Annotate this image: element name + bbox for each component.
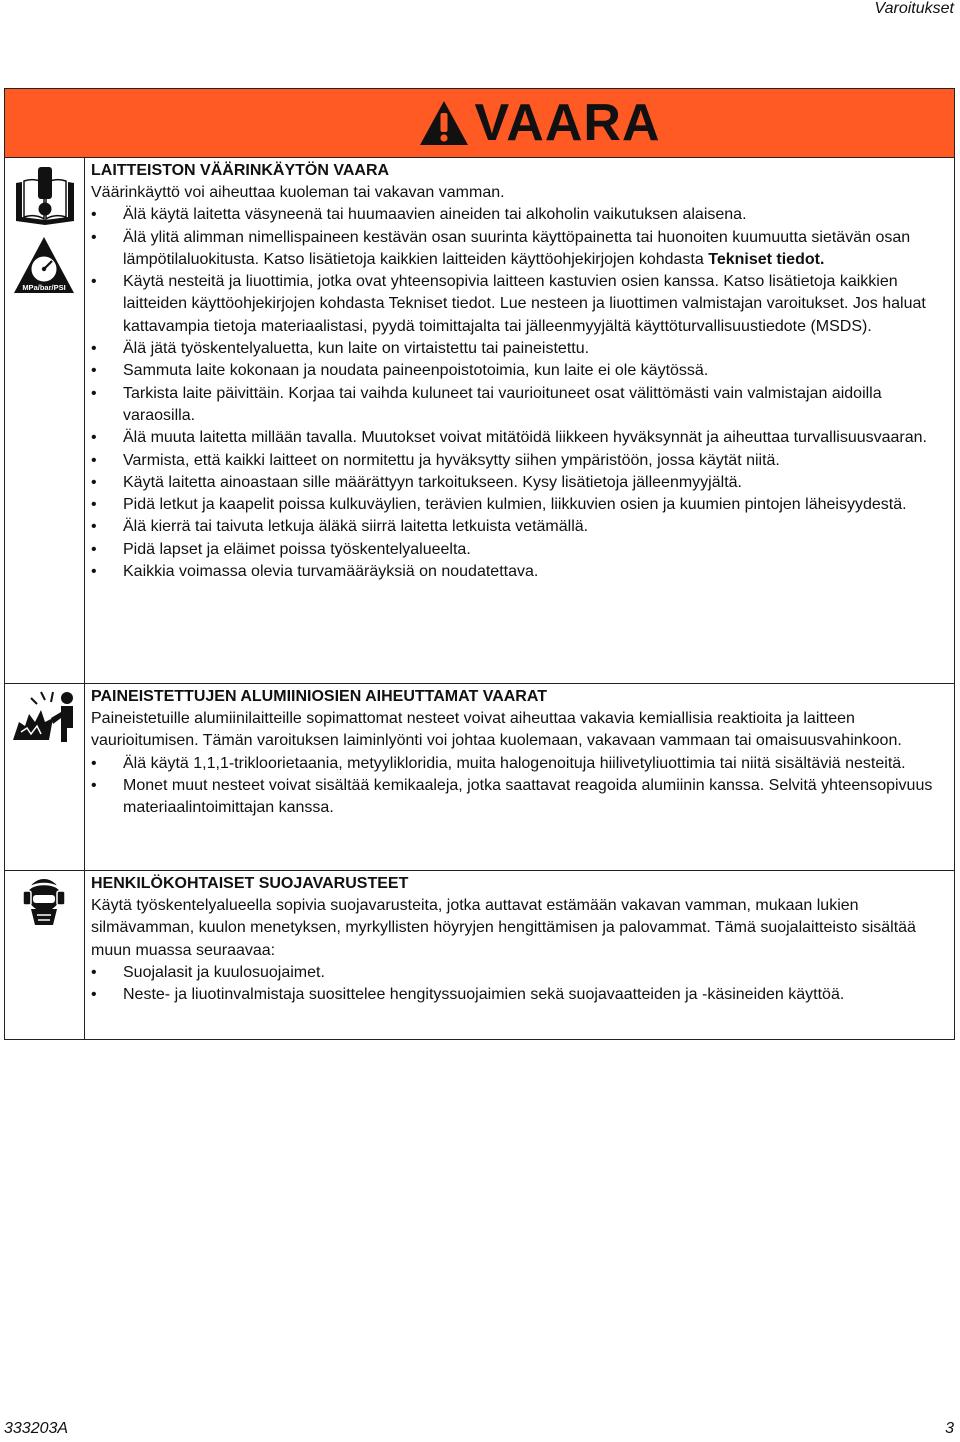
list-item: • Käytä nesteitä ja liuottimia, jotka ovat yhteensopivia laitteen kastuvien osien kanssa. Katso lisätietoja kaikkien laitteiden käyttöohjekirjojen kohdasta Tekniset tiedot. Lue nesteen ja liuottimen valmistajan varoitukset. Jos haluat kattavampia tietoja materiaalistasi, pyydä toimittajalta tai jälleenmyyjältä käyttöturvallisuustiedote (MSDS). xyxy=(91,271,946,338)
list-item: • Varmista, että kaikki laitteet on normitettu ja hyväksytty siihen ympäristöön, jossa käytät niitä. xyxy=(91,450,946,472)
page-number: 3 xyxy=(945,1420,954,1437)
list-item: • Neste- ja liuotinvalmistaja suosittelee hengityssuojaimien sekä suojavaatteiden ja -käsineiden käyttöä. xyxy=(91,984,946,1006)
icon-cell-misuse xyxy=(5,157,84,684)
list-item: • Suojalasit ja kuulosuojaimet. xyxy=(91,962,946,984)
section-title: PAINEISTETTUJEN ALUMIINIOSIEN AIHEUTTAMAT VAARAT xyxy=(91,688,547,705)
list-item-bold-tail: Tekniset tiedot. xyxy=(708,250,825,268)
bullet-list xyxy=(91,753,946,820)
warning-table xyxy=(4,88,955,1040)
icon-cell-aluminum xyxy=(5,684,84,871)
chemical-reaction-icon xyxy=(11,688,79,744)
list-item: • Älä käytä laitetta väsyneenä tai huumaavien aineiden tai alkoholin vaikutuksen alaisena. xyxy=(91,204,946,226)
banner-word: VAARA xyxy=(474,94,661,152)
section-title: LAITTEISTON VÄÄRINKÄYTÖN VAARA xyxy=(91,162,390,179)
bullet-list xyxy=(91,962,946,1007)
list-item: • Älä muuta laitetta millään tavalla. Muutokset voivat mitätöidä liikkeen hyväksynnät ja aiheuttaa turvallisuusvaaran. xyxy=(91,427,946,449)
list-item: • Älä käytä 1,1,1-trikloorietaania, metyylikloridia, muita halogenoituja hiilivetyliuottimia tai niitä sisältäviä nesteitä. xyxy=(91,753,946,775)
icon-column xyxy=(5,157,85,1039)
list-item: • Kaikkia voimassa olevia turvamääräyksiä on noudatettava. xyxy=(91,561,946,583)
list-item-text: Älä ylitä alimman nimellispaineen kestävän osan suurinta käyttöpainetta tai huonoiten kuumuutta sietävän osan lämpötilaluokitusta. Katso lisätietoja kaikkien laitteiden käyttöohjekirjojen kohdasta xyxy=(123,228,911,268)
section-protective-equipment xyxy=(85,871,954,1039)
warning-triangle-icon xyxy=(418,99,470,147)
list-item: • Älä kierrä tai taivuta letkuja äläkä siirrä laitetta letkuista vetämällä. xyxy=(91,516,946,538)
section-title: HENKILÖKOHTAISET SUOJAVARUSTEET xyxy=(91,875,409,892)
section-aluminum-parts xyxy=(85,684,954,871)
section-intro: Paineistetuille alumiinilaitteille sopimattomat nesteet voivat aiheuttaa vakavia kemiallisia reaktioita ja laitteen vaurioitumisen. Tämän varoituksen laiminlyönti voi johtaa kuolemaan, vakavaan vammaan tai omaisuusvahinkoon. xyxy=(91,710,902,750)
bullet-list xyxy=(91,204,946,583)
icon-cell-ppe xyxy=(5,871,84,1039)
list-item: • Sammuta laite kokonaan ja noudata paineenpoistotoimia, kun laite ei ole käytössä. xyxy=(91,360,946,382)
doc-number: 333203A xyxy=(4,1420,69,1437)
list-item: • Tarkista laite päivittäin. Korjaa tai vaihda kuluneet tai vaurioituneet osat välittömästi vain valmistajan aidoilla varaosilla. xyxy=(91,383,946,428)
list-item: • Pidä letkut ja kaapelit poissa kulkuväylien, terävien kulmien, liikkuvien osien ja kuumien pintojen läheisyydestä. xyxy=(91,494,946,516)
section-equipment-misuse xyxy=(85,157,954,684)
read-manual-icon xyxy=(12,165,78,225)
list-item: • Älä jätä työskentelyaluetta, kun laite on virtaistettu tai paineistettu. xyxy=(91,338,946,360)
text-column xyxy=(85,157,954,1039)
protective-equipment-icon xyxy=(21,877,67,929)
gauge-label: MPa/bar/PSI xyxy=(22,283,66,292)
running-header: Varoitukset xyxy=(874,0,954,17)
list-item xyxy=(91,227,946,272)
pressure-gauge-icon xyxy=(12,235,76,297)
banner-content xyxy=(418,94,661,152)
list-item: • Käytä laitetta ainoastaan sille määrättyyn tarkoitukseen. Kysy lisätietoja jälleenmyyjältä. xyxy=(91,472,946,494)
danger-banner xyxy=(5,89,954,158)
list-item: • Pidä lapset ja eläimet poissa työskentelyalueelta. xyxy=(91,539,946,561)
list-item: • Monet muut nesteet voivat sisältää kemikaaleja, jotka saattavat reagoida alumiinin kanssa. Selvitä yhteensopivuus materiaalintoimittajan kanssa. xyxy=(91,775,946,820)
section-intro: Käytä työskentelyalueella sopivia suojavarusteita, jotka auttavat estämään vakavan vamman, mukaan lukien silmävamman, kuulon menetyksen, myrkyllisten höyryjen hengittämisen ja palovammat. Tämä suojalaitteisto sisältää muun muassa seuraavaa: xyxy=(91,897,916,959)
section-intro: Väärinkäyttö voi aiheuttaa kuoleman tai vakavan vamman. xyxy=(91,184,505,201)
